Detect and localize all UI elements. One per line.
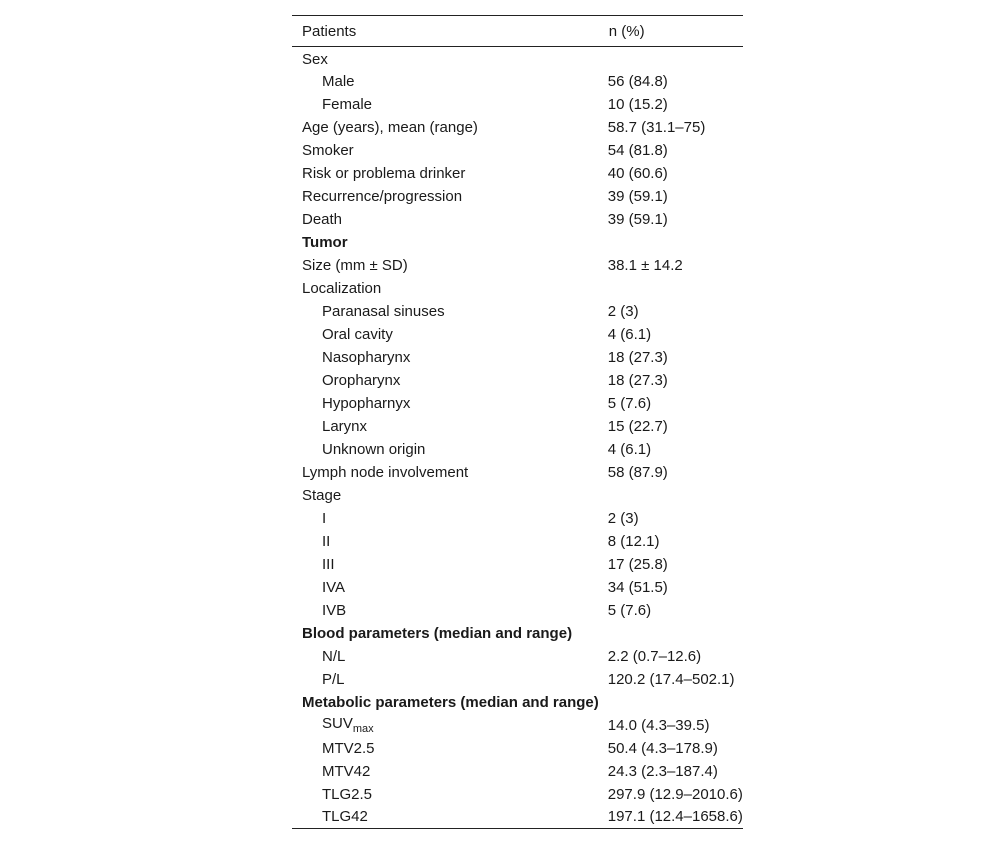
row-label-text: Unknown origin — [322, 440, 426, 458]
row-label — [292, 162, 599, 185]
row-label-text: I — [322, 509, 327, 527]
row-label — [292, 369, 599, 392]
row-label-subscript: max — [352, 723, 374, 735]
row-label-text: Size (mm ± SD) — [302, 256, 408, 274]
row-label-text: IVB — [322, 601, 347, 619]
row-label-text: Hypopharnyx — [322, 394, 411, 412]
row-label-text: Sex — [302, 50, 328, 68]
table-row — [292, 691, 743, 714]
table-row — [292, 369, 743, 392]
row-value: 24.3 (2.3–187.4) — [607, 762, 718, 780]
row-value — [599, 277, 743, 300]
row-label-text: Smoker — [302, 141, 354, 159]
row-label — [292, 691, 599, 714]
row-value: 18 (27.3) — [607, 348, 668, 366]
table-row — [292, 139, 743, 162]
row-label — [292, 714, 599, 737]
header-patients: Patients — [302, 22, 357, 40]
table-row — [292, 300, 743, 323]
table-row — [292, 162, 743, 185]
row-label-text: Oral cavity — [322, 325, 393, 343]
table-row — [292, 737, 743, 760]
row-value: 10 (15.2) — [607, 95, 668, 113]
row-label-text: Recurrence/progression — [302, 187, 463, 205]
row-value: 4 (6.1) — [607, 440, 652, 458]
row-label — [292, 668, 599, 691]
row-value: 39 (59.1) — [607, 210, 668, 228]
row-label — [292, 231, 599, 254]
row-value: 17 (25.8) — [607, 555, 668, 573]
row-label-text: Localization — [302, 279, 382, 297]
row-label-text: Male — [322, 72, 355, 90]
row-label — [292, 392, 599, 415]
row-value: 14.0 (4.3–39.5) — [607, 716, 710, 734]
row-value: 197.1 (12.4–1658.6) — [607, 808, 743, 826]
table-row — [292, 599, 743, 622]
row-value — [599, 231, 743, 254]
table-body — [292, 47, 743, 829]
row-value: 34 (51.5) — [607, 578, 668, 596]
row-label — [292, 507, 599, 530]
table-row — [292, 323, 743, 346]
row-value: 50.4 (4.3–178.9) — [607, 739, 718, 757]
row-label — [292, 622, 599, 645]
row-label-text: Age (years), mean (range) — [302, 118, 478, 136]
row-value: 5 (7.6) — [607, 601, 652, 619]
row-label — [292, 346, 599, 369]
table-row — [292, 714, 743, 737]
table-row — [292, 254, 743, 277]
table-row — [292, 553, 743, 576]
table-row — [292, 806, 743, 829]
table-row — [292, 622, 743, 645]
row-label — [292, 415, 599, 438]
table-row — [292, 461, 743, 484]
patient-characteristics-table — [292, 15, 743, 829]
row-label — [292, 530, 599, 553]
table-row — [292, 70, 743, 93]
row-label-text: Oropharynx — [322, 371, 401, 389]
row-value — [599, 47, 743, 70]
row-label — [292, 806, 599, 829]
row-value: 38.1 ± 14.2 — [607, 256, 683, 274]
row-value: 15 (22.7) — [607, 417, 668, 435]
row-label-text: II — [322, 532, 331, 550]
row-label-text: Paranasal sinuses — [322, 302, 445, 320]
row-label-text: TLG2.5 — [322, 785, 373, 803]
row-value — [599, 691, 743, 714]
table-row — [292, 277, 743, 300]
row-value — [599, 622, 743, 645]
row-label — [292, 783, 599, 806]
row-value: 4 (6.1) — [607, 325, 652, 343]
row-label-text: Stage — [302, 486, 342, 504]
row-label-text: Lymph node involvement — [302, 463, 469, 481]
row-value: 8 (12.1) — [607, 532, 660, 550]
row-label — [292, 760, 599, 783]
table-row — [292, 783, 743, 806]
row-label — [292, 185, 599, 208]
row-label-text: P/L — [322, 670, 345, 688]
table-row — [292, 507, 743, 530]
row-label-text: Nasopharynx — [322, 348, 411, 366]
row-value: 120.2 (17.4–502.1) — [607, 670, 735, 688]
row-value — [599, 484, 743, 507]
patient-characteristics-table-container — [292, 15, 743, 829]
row-label — [292, 438, 599, 461]
row-value: 18 (27.3) — [607, 371, 668, 389]
header-n-percent: n (%) — [608, 22, 645, 40]
row-label-text: Blood parameters (median and range) — [302, 624, 573, 642]
row-label-text: III — [322, 555, 335, 573]
table-row — [292, 438, 743, 461]
row-label — [292, 93, 599, 116]
table-row — [292, 47, 743, 70]
row-label — [292, 737, 599, 760]
row-value: 5 (7.6) — [607, 394, 652, 412]
row-value: 2.2 (0.7–12.6) — [607, 647, 702, 665]
table-row — [292, 576, 743, 599]
table-row — [292, 530, 743, 553]
row-label — [292, 70, 599, 93]
row-label-text: N/L — [322, 647, 346, 665]
row-value: 2 (3) — [607, 509, 639, 527]
table-row — [292, 415, 743, 438]
row-label-text: MTV42 — [322, 762, 371, 780]
row-label — [292, 254, 599, 277]
table-row — [292, 93, 743, 116]
table-row — [292, 185, 743, 208]
row-value: 54 (81.8) — [607, 141, 668, 159]
row-label — [292, 208, 599, 231]
row-label — [292, 576, 599, 599]
row-value: 2 (3) — [607, 302, 639, 320]
row-label — [292, 47, 599, 70]
row-label — [292, 300, 599, 323]
row-label-text: MTV2.5 — [322, 739, 375, 757]
table-row — [292, 645, 743, 668]
row-label — [292, 116, 599, 139]
row-label — [292, 553, 599, 576]
row-value: 56 (84.8) — [607, 72, 668, 90]
row-label — [292, 323, 599, 346]
row-label — [292, 461, 599, 484]
row-label-text: Death — [302, 210, 343, 228]
row-label — [292, 645, 599, 668]
header-row — [292, 16, 743, 47]
row-label — [292, 139, 599, 162]
row-label-text: Metabolic parameters (median and range) — [302, 693, 599, 711]
row-value: 297.9 (12.9–2010.6) — [607, 785, 743, 803]
row-value: 58 (87.9) — [607, 463, 668, 481]
table-row — [292, 392, 743, 415]
row-label-text: Larynx — [322, 417, 368, 435]
table-row — [292, 116, 743, 139]
table-row — [292, 760, 743, 783]
row-label — [292, 599, 599, 622]
table-row — [292, 484, 743, 507]
row-value: 58.7 (31.1–75) — [607, 118, 706, 136]
table-row — [292, 346, 743, 369]
row-label-text: Tumor — [302, 233, 348, 251]
row-label-text: Female — [322, 95, 373, 113]
row-label — [292, 484, 599, 507]
row-value: 39 (59.1) — [607, 187, 668, 205]
table-row — [292, 231, 743, 254]
row-label-text: IVA — [322, 578, 346, 596]
row-label-text: Risk or problema drinker — [302, 164, 466, 182]
row-label — [292, 277, 599, 300]
row-label-text: SUV — [322, 715, 353, 732]
row-value: 40 (60.6) — [607, 164, 668, 182]
row-label-text: TLG42 — [322, 808, 368, 826]
table-header — [292, 16, 743, 47]
table-row — [292, 668, 743, 691]
table-row — [292, 208, 743, 231]
